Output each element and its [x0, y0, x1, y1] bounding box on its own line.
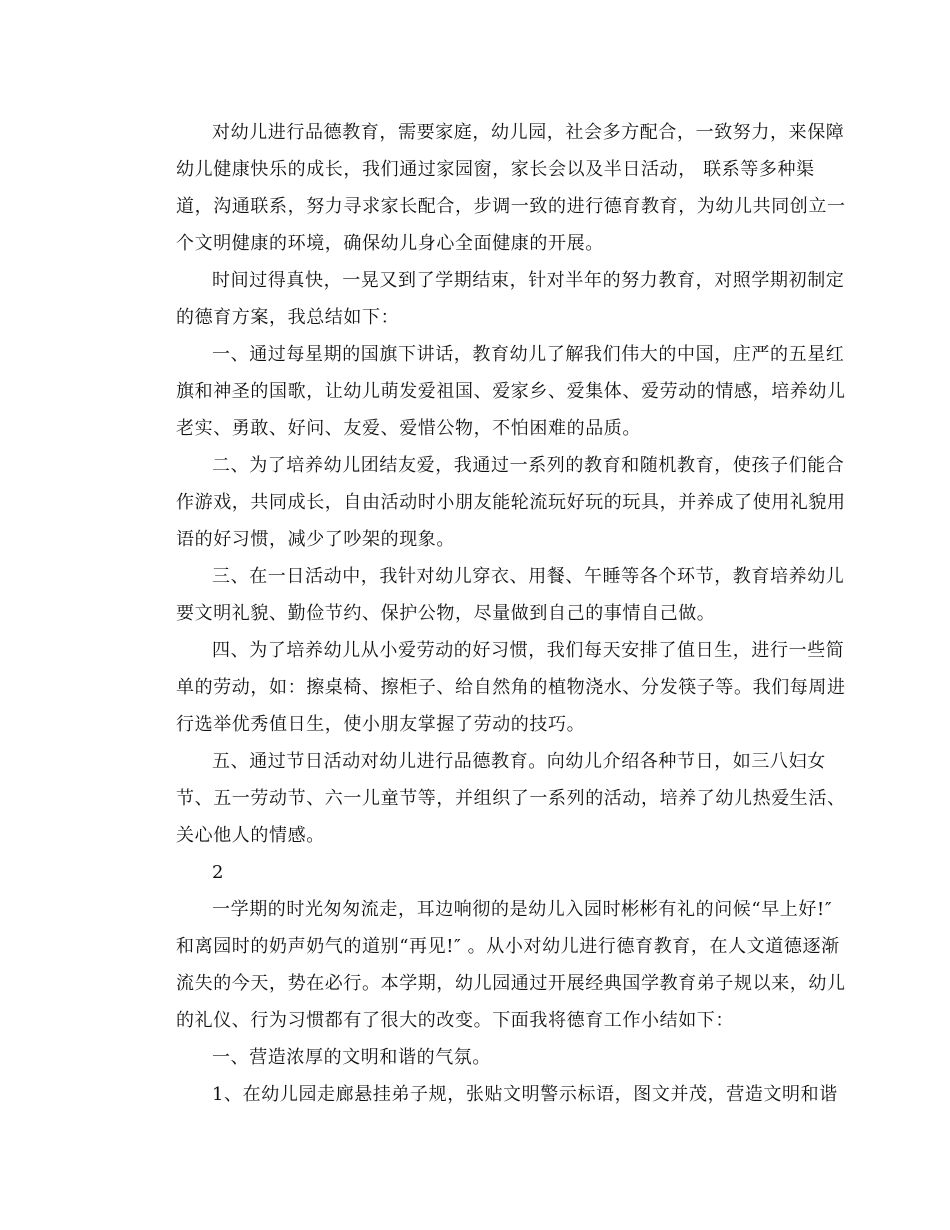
text-line: 关心他人的情感。 — [176, 825, 325, 846]
text-line: 2 — [212, 862, 225, 883]
text-line: 对幼儿进行品德教育，需要家庭，幼儿园，社会多方配合，一致努力，来保障 — [212, 122, 845, 143]
text-line: 一、通过每星期的国旗下讲话，教育幼儿了解我们伟大的中国，庄严的五星红 — [212, 344, 845, 365]
text-line: 的德育方案，我总结如下： — [176, 307, 400, 328]
text-line: 和离园时的奶声奶气的道别“再见!″ 。从小对幼儿进行德育教育，在人文道德逐渐 — [176, 936, 840, 957]
text-line: 个文明健康的环境，确保幼儿身心全面健康的开展。 — [176, 233, 604, 254]
section-number — [140, 854, 812, 891]
paragraph-item-3 — [140, 558, 845, 632]
text-line: 一学期的时光匆匆流走，耳边响彻的是幼儿入园时彬彬有礼的问候“早上好!″ — [212, 899, 833, 920]
paragraph-summary-lead — [140, 262, 845, 336]
text-line: 流失的今天，势在必行。本学期，幼儿园通过开展经典国学教育弟子规以来，幼儿 — [176, 973, 846, 994]
text-line: 四、为了培养幼儿从小爱劳动的好习惯，我们每天安排了值日生，进行一些简 — [212, 640, 845, 661]
text-line: 一、营造浓厚的文明和谐的气氛。 — [212, 1047, 491, 1068]
paragraph-item-2 — [140, 447, 846, 558]
text-line: 要文明礼貌、勤俭节约、保护公物，尽量做到自己的事情自己做。 — [176, 603, 716, 624]
text-line: 五、通过节日活动对幼儿进行品德教育。向幼儿介绍各种节日，如三八妇女 — [212, 751, 826, 772]
text-line: 节、五一劳动节、六一儿童节等，并组织了一系列的活动，培养了幼儿热爱生活、 — [176, 788, 846, 809]
text-line: 老实、勇敢、好问、友爱、爱惜公物，不怕困难的品质。 — [176, 418, 641, 439]
paragraph-subitem-1 — [140, 1076, 838, 1113]
paragraph-item-5 — [140, 743, 846, 854]
text-line: 三、在一日活动中，我针对幼儿穿衣、用餐、午睡等各个环节，教育培养幼儿 — [212, 566, 845, 587]
paragraph-second-intro — [140, 891, 846, 1039]
text-line: 单的劳动，如：擦桌椅、擦柜子、给自然角的植物浇水、分发筷子等。我们每周进 — [176, 677, 846, 698]
text-line: 语的好习惯，减少了吵架的现象。 — [176, 529, 455, 550]
paragraph-item-4 — [140, 632, 846, 743]
text-line: 旗和神圣的国歌，让幼儿萌发爱祖国、爱家乡、爱集体、爱劳动的情感，培养幼儿 — [176, 381, 846, 402]
text-line: 时间过得真快，一晃又到了学期结束，针对半年的努力教育，对照学期初制定 — [212, 270, 845, 291]
document-body — [140, 114, 846, 1113]
text-line: 的礼仪、行为习惯都有了很大的改变。下面我将德育工作小结如下： — [176, 1010, 734, 1031]
text-line: 作游戏，共同成长，自由活动时小朋友能轮流玩好玩的玩具，并养成了使用礼貌用 — [176, 492, 846, 513]
text-line: 二、为了培养幼儿团结友爱，我通过一系列的教育和随机教育，使孩子们能合 — [212, 455, 845, 476]
paragraph-heading-1 — [140, 1039, 812, 1076]
text-line: 幼儿健康快乐的成长，我们通过家园窗，家长会以及半日活动， 联系等多种渠 — [176, 159, 815, 180]
paragraph-intro — [140, 114, 846, 262]
text-line: 行选举优秀值日生，使小朋友掌握了劳动的技巧。 — [176, 714, 586, 735]
paragraph-item-1 — [140, 336, 846, 447]
text-line: 1、在幼儿园走廊悬挂弟子规，张贴文明警示标语，图文并茂，营造文明和谐 — [212, 1084, 838, 1105]
text-line: 道，沟通联系，努力寻求家长配合，步调一致的进行德育教育，为幼儿共同创立一 — [176, 196, 846, 217]
